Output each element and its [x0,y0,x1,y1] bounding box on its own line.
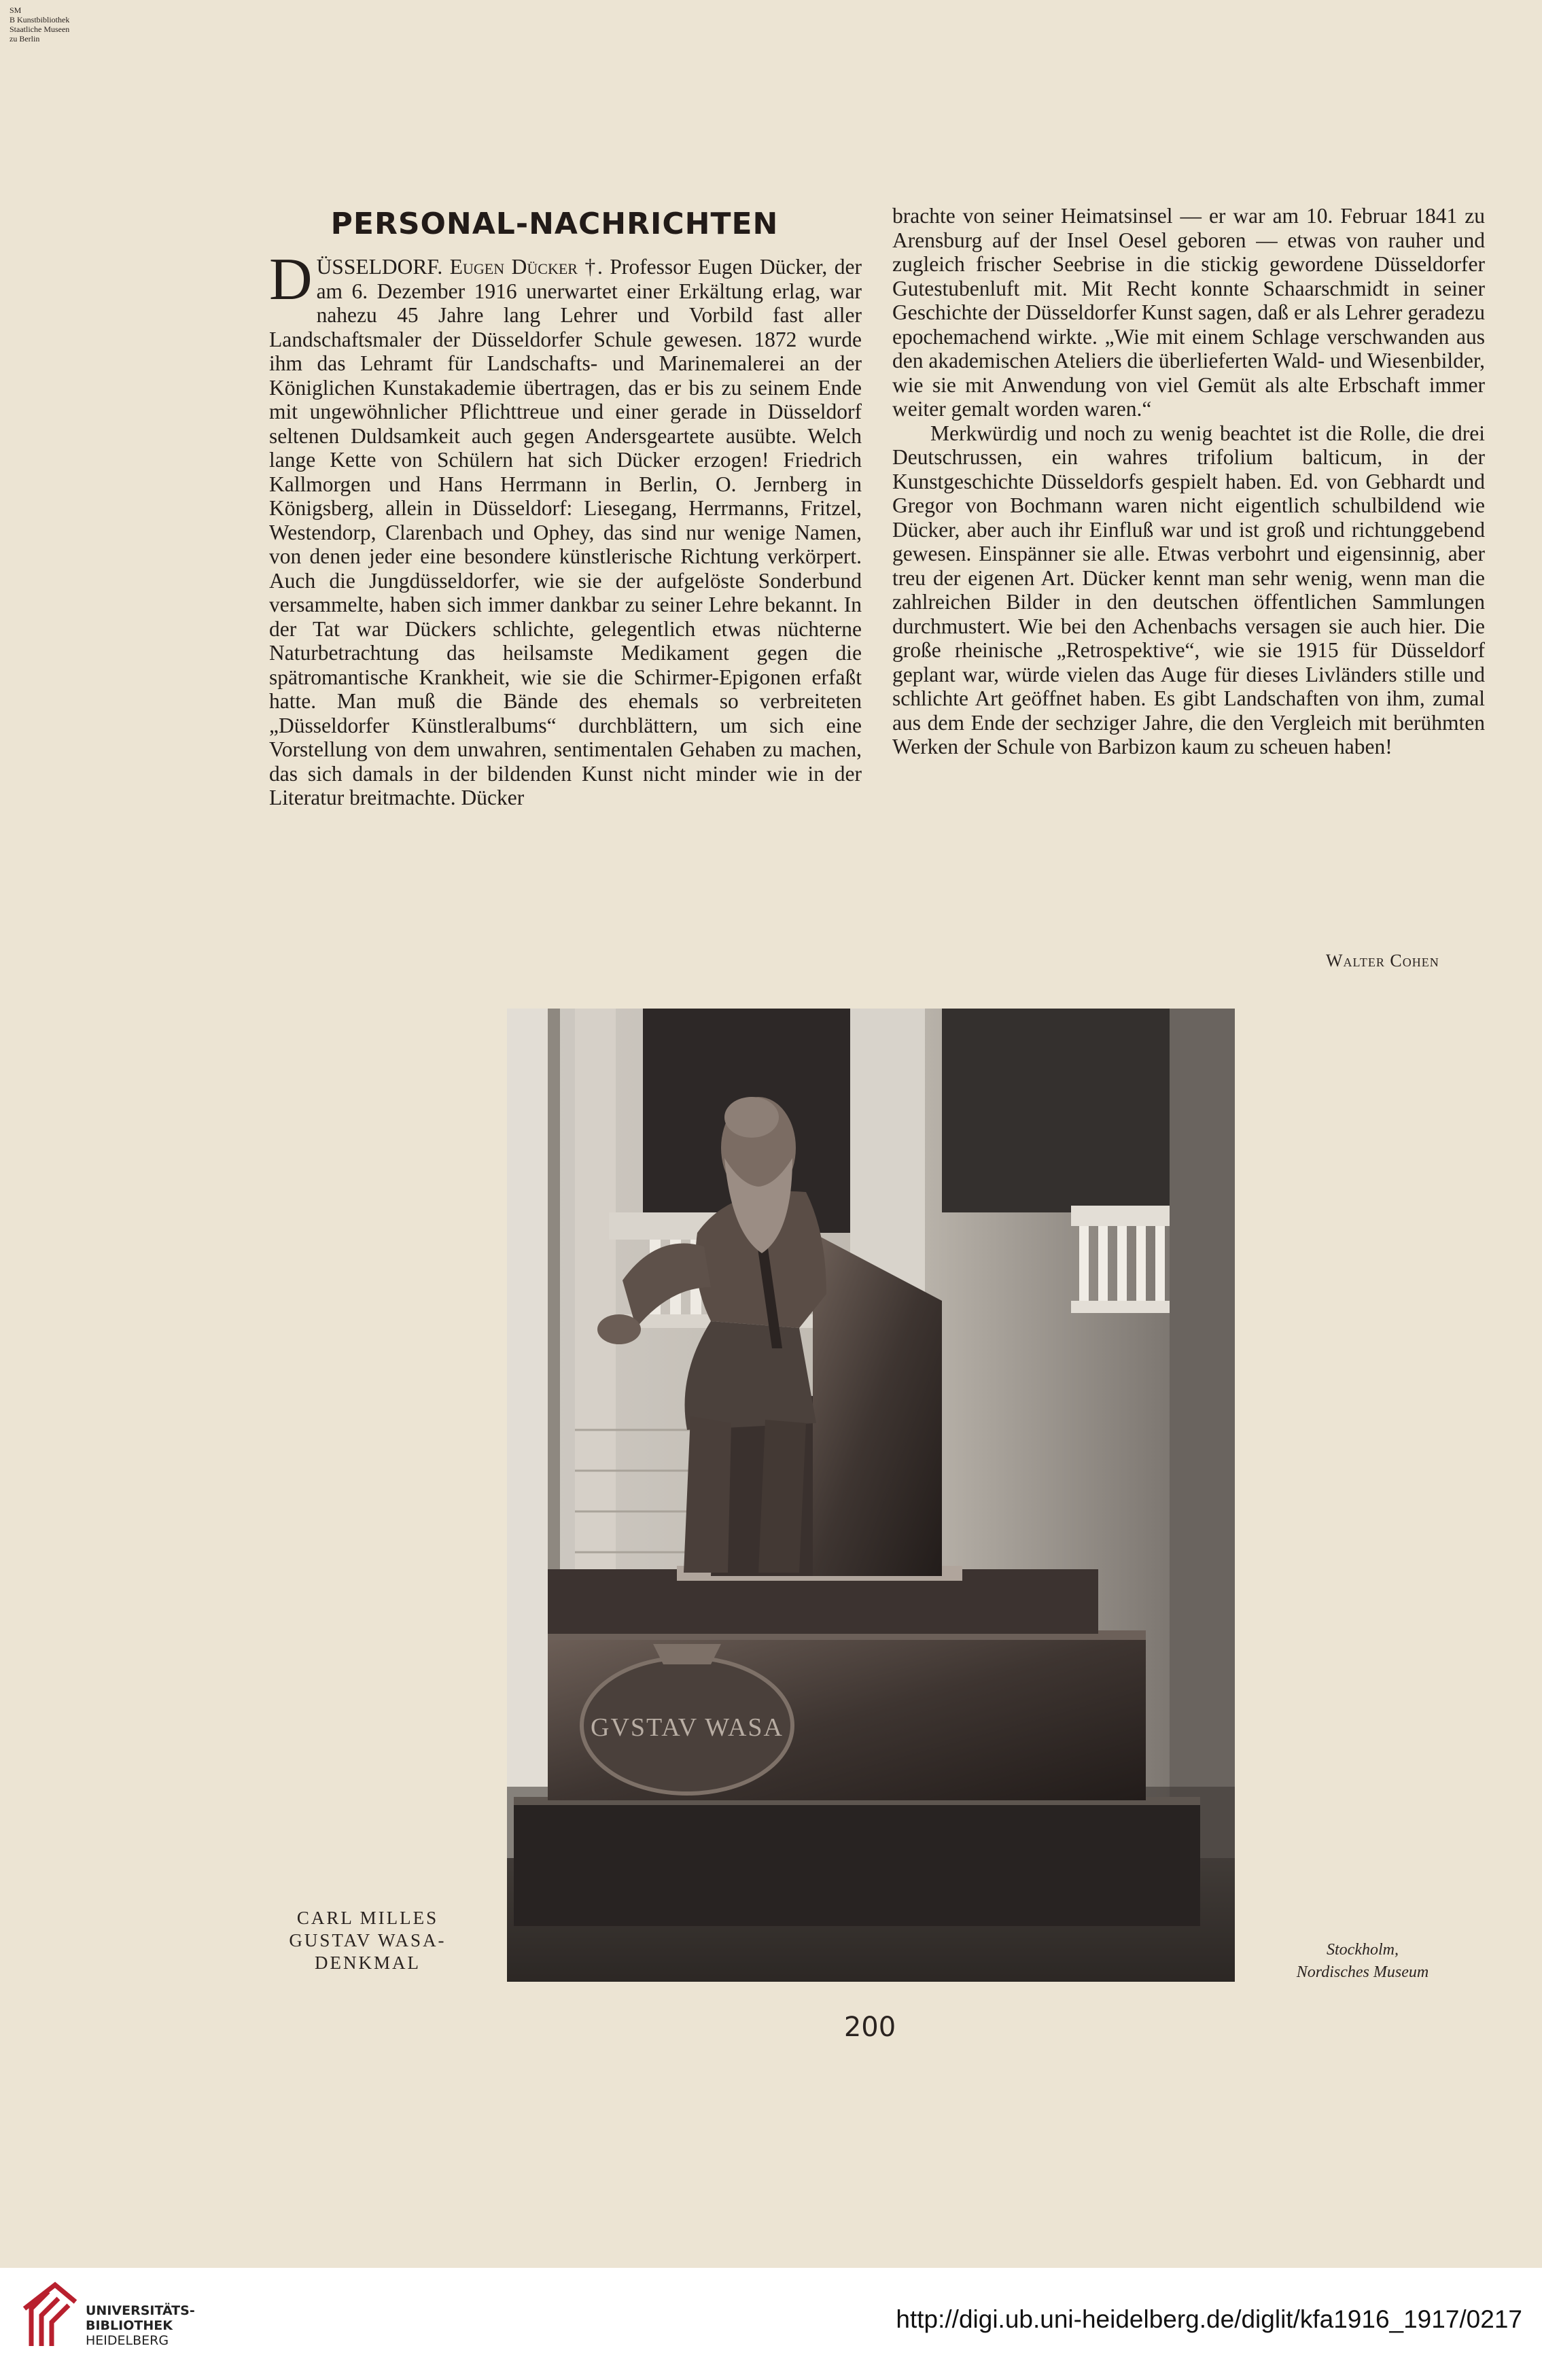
library-name-line: HEIDELBERG [86,2333,169,2348]
page-number: 200 [843,2012,896,2043]
article-column-left [269,247,862,810]
stamp-line: B Kunstbibliothek [10,15,70,24]
figure-location [1261,1939,1465,1984]
left-body-text: †. Professor Eugen Dücker, der am 6. Dezember 1916 unerwartet einer Erkältung erlag, war nahezu 45 Jahre lang Lehrer und Vorbild fast aller Landschaftsmaler der Düsseldorfer Schule gewesen. 1872 wurde ihm das Lehramt für Landschafts- und Marinemalerei an der Königlichen Kunstakademie übertragen, das er bis zu seinem Ende mit ungewöhnlicher Pflichttreue und einer gerade in Düsseldorf seltenen Duldsamkeit auch gegen Andersgeartete ausübte. Welch lange Kette von Schülern hat sich Dücker erzogen! Friedrich Kallmorgen und Hans Herrmann in Berlin, O. Jernberg in Königsberg, allein in Düsseldorf: Liesegang, Herrmanns, Fritzel, Westendorp, Clarenbach und Ophey, das sind nur wenige Namen, von denen jeder eine besondere künstlerische Richtung verkörpert. Auch die Jungdüsseldorfer, wie sie der aufgelöste Sonderbund versammelte, haben sich immer dankbar zu seiner Lehre bekannt. In der Tat war Dückers schlichte, gelegentlich etwas nüchterne Naturbetrachtung das heilsamste Medikament gegen die spätromantische Krankheit, wie sie die Schirmer-Epigonen erfaßt hatte. Man muß die Bände des ehemals so verbreiteten „Düsseldorfer Künstleralbums“ durchblättern, um sich eine Vorstellung von dem unwahren, sentimentalen Gehaben zu machen, das sich damals in der bildenden Kunst nicht minder wie in der Literatur breitmachte. Dücker [269,255,862,809]
digitization-footer [0,2268,1542,2380]
library-stamp [10,5,118,43]
article-heading: PERSONAL-NACHRICHTEN [330,207,779,241]
location-line: Stockholm, [1327,1941,1399,1959]
caption-line: CARL MILLES [296,1908,439,1928]
right-paragraph-1: brachte von seiner Heimatsinsel — er war am 10. Februar 1841 zu Arensburg auf der Insel Oesel geboren — etwas von rauher und zugleich frischer Seebrise in die stickig gewordene Düsseldorfer Gutestubenluft mit. Mit Recht konnte Schaarschmidt in seiner Geschichte der Düsseldorfer Kunst sagen, daß er als Lehrer geradezu epochemachend wirkte. „Wie mit einem Schlage verschwanden aus den akademischen Ateliers die überlieferten Wald- und Wiesenbilder, wie sie mit Anwendung von viel Gemüt als alte Erbschaft immer weiter gemalt worden waren.“ [892,204,1485,421]
statue-photograph [507,1009,1235,1982]
location-line: Nordisches Museum [1296,1963,1429,1981]
library-name [86,2303,195,2348]
figure-caption [269,1907,466,1974]
statue-photo-drawing [507,1009,1235,1982]
left-paragraph [269,247,862,810]
source-url-link[interactable]: http://digi.ub.uni-heidelberg.de/diglit/kfa1916_1917/0217 [896,2305,1522,2333]
library-name-line: UNIVERSITÄTS- [86,2303,195,2318]
stamp-line: Staatliche Museen [10,24,70,34]
plinth-inscription: GVSTAV WASA [591,1713,784,1742]
stamp-line: SM [10,5,22,15]
obituary-name: Eugen Dücker [449,255,578,279]
right-paragraph-2: Merkwürdig und noch zu wenig beachtet ist die Rolle, die drei Deutschrussen, ein wahres trifolium balticum, in der Kunstgeschichte Düsseldorfs gespielt haben. Ed. von Gebhardt und Gregor von Bochmann waren nicht eigentlich schulbildend wie Dücker, aber auch ihr Einfluß war und ist groß und richtunggebend gewesen. Einspänner sie alle. Etwas verbohrt und eigensinnig, aber treu der eigenen Art. Dücker kennt man sehr wenig, wenn man die zahlreichen Bilder in den deutschen öffentlichen Sammlungen durchmustert. Wie bei den Achenbachs versagen sie auch hier. Die große rheinische „Retrospektive“, wie sie 1915 für Düsseldorf geplant war, würde vielen das Auge für dieses Livländers stille und schlichte Art geöffnet haben. Es gibt Landschaften von ihm, zumal aus dem Ende der sechziger Jahre, die den Vergleich mit berühmten Werken der Schule von Barbizon kaum zu scheuen haben! [892,421,1485,758]
drop-cap: D [269,247,313,313]
caption-line: DENKMAL [315,1953,421,1973]
author-signature: Walter Cohen [1326,951,1439,970]
article-column-right [892,204,1485,759]
city-lead: ÜSSELDORF. [316,255,450,279]
library-name-line: BIBLIOTHEK [86,2318,173,2333]
caption-line: GUSTAV WASA- [289,1930,446,1950]
stamp-line: zu Berlin [10,34,40,43]
university-library-logo-icon [18,2281,86,2356]
